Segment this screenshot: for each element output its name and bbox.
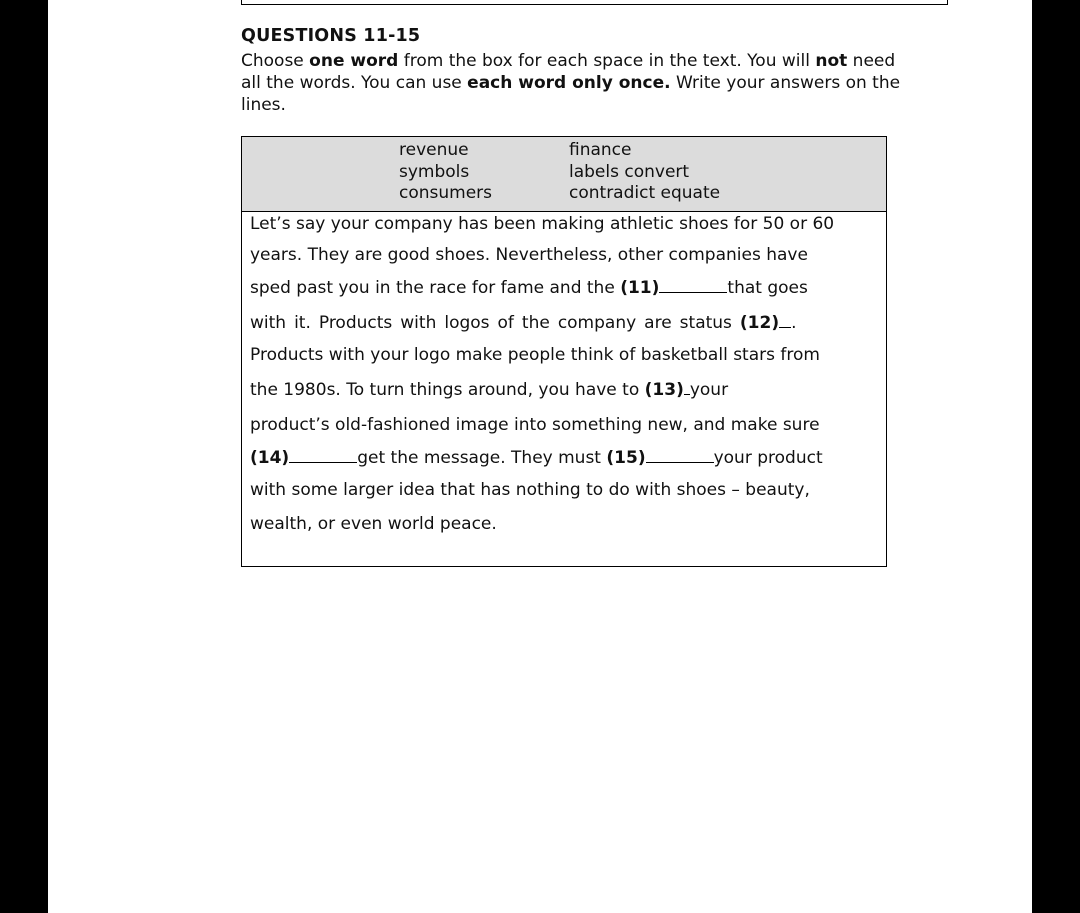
instructions (241, 50, 941, 116)
word-bank-item: labels convert (569, 161, 690, 182)
answer-blank-11[interactable] (659, 277, 727, 293)
instr-text: all the words. You can use (241, 73, 468, 93)
question-number-13: (13) (644, 380, 684, 400)
instructions-line-3: lines. (241, 95, 286, 115)
instr-text: Choose (241, 51, 310, 71)
passage-text-run: with it. Products with logos of the company are status (250, 313, 740, 333)
passage-line (250, 447, 823, 468)
word-bank (242, 137, 886, 212)
passage-line: Let’s say your company has been making athletic shoes for 50 or 60 (250, 214, 835, 234)
instr-bold: one word (309, 51, 399, 71)
document-page (48, 0, 1032, 913)
question-number-15: (15) (606, 448, 646, 468)
passage-text-run: your product (713, 448, 823, 468)
word-bank-item: consumers (399, 183, 493, 203)
instructions-line-2 (241, 72, 941, 94)
instructions-line-1 (241, 50, 941, 72)
passage-line (250, 312, 797, 333)
question-number-14: (14) (250, 448, 290, 468)
passage-box (241, 136, 887, 567)
passage-line: product’s old-fashioned image into something new, and make sure (250, 415, 820, 435)
answer-blank-15[interactable] (646, 447, 714, 463)
word-bank-item: contradict equate (569, 183, 721, 203)
passage-line: Products with your logo make people think of basketball stars from (250, 345, 820, 365)
word-bank-column-1 (399, 140, 492, 205)
instr-text: Write your answers on the (670, 73, 901, 93)
instr-text: need (847, 51, 896, 71)
instr-text: from the box for each space in the text. You will (398, 51, 816, 71)
passage-text-run: your (689, 380, 729, 400)
word-bank-item: symbols (399, 161, 470, 182)
answer-blank-12[interactable] (779, 312, 791, 328)
passage-text-run: sped past you in the race for fame and the (250, 278, 621, 298)
passage-text-run: get the message. They must (357, 448, 607, 468)
passage-line: wealth, or even world peace. (250, 514, 497, 534)
passage-text-run: that goes (727, 278, 808, 298)
instr-bold: not (815, 51, 848, 71)
passage-line: years. They are good shoes. Nevertheless, other companies have (250, 245, 808, 265)
previous-box-bottom-edge (241, 0, 948, 5)
passage-line: with some larger idea that has nothing to do with shoes – beauty, (250, 480, 810, 500)
word-bank-item: finance (569, 140, 632, 160)
instr-bold: each word only once. (467, 73, 671, 93)
passage-text-run: . (791, 313, 797, 333)
answer-blank-14[interactable] (289, 447, 357, 463)
passage-line (250, 379, 728, 400)
section-heading: QUESTIONS 11-15 (241, 26, 421, 46)
question-number-12: (12) (739, 313, 780, 333)
passage-text-run: the 1980s. To turn things around, you have to (250, 380, 645, 400)
question-number-11: (11) (620, 278, 660, 298)
word-bank-item: revenue (399, 140, 469, 160)
word-bank-column-2 (569, 140, 720, 205)
passage-line (250, 277, 808, 298)
